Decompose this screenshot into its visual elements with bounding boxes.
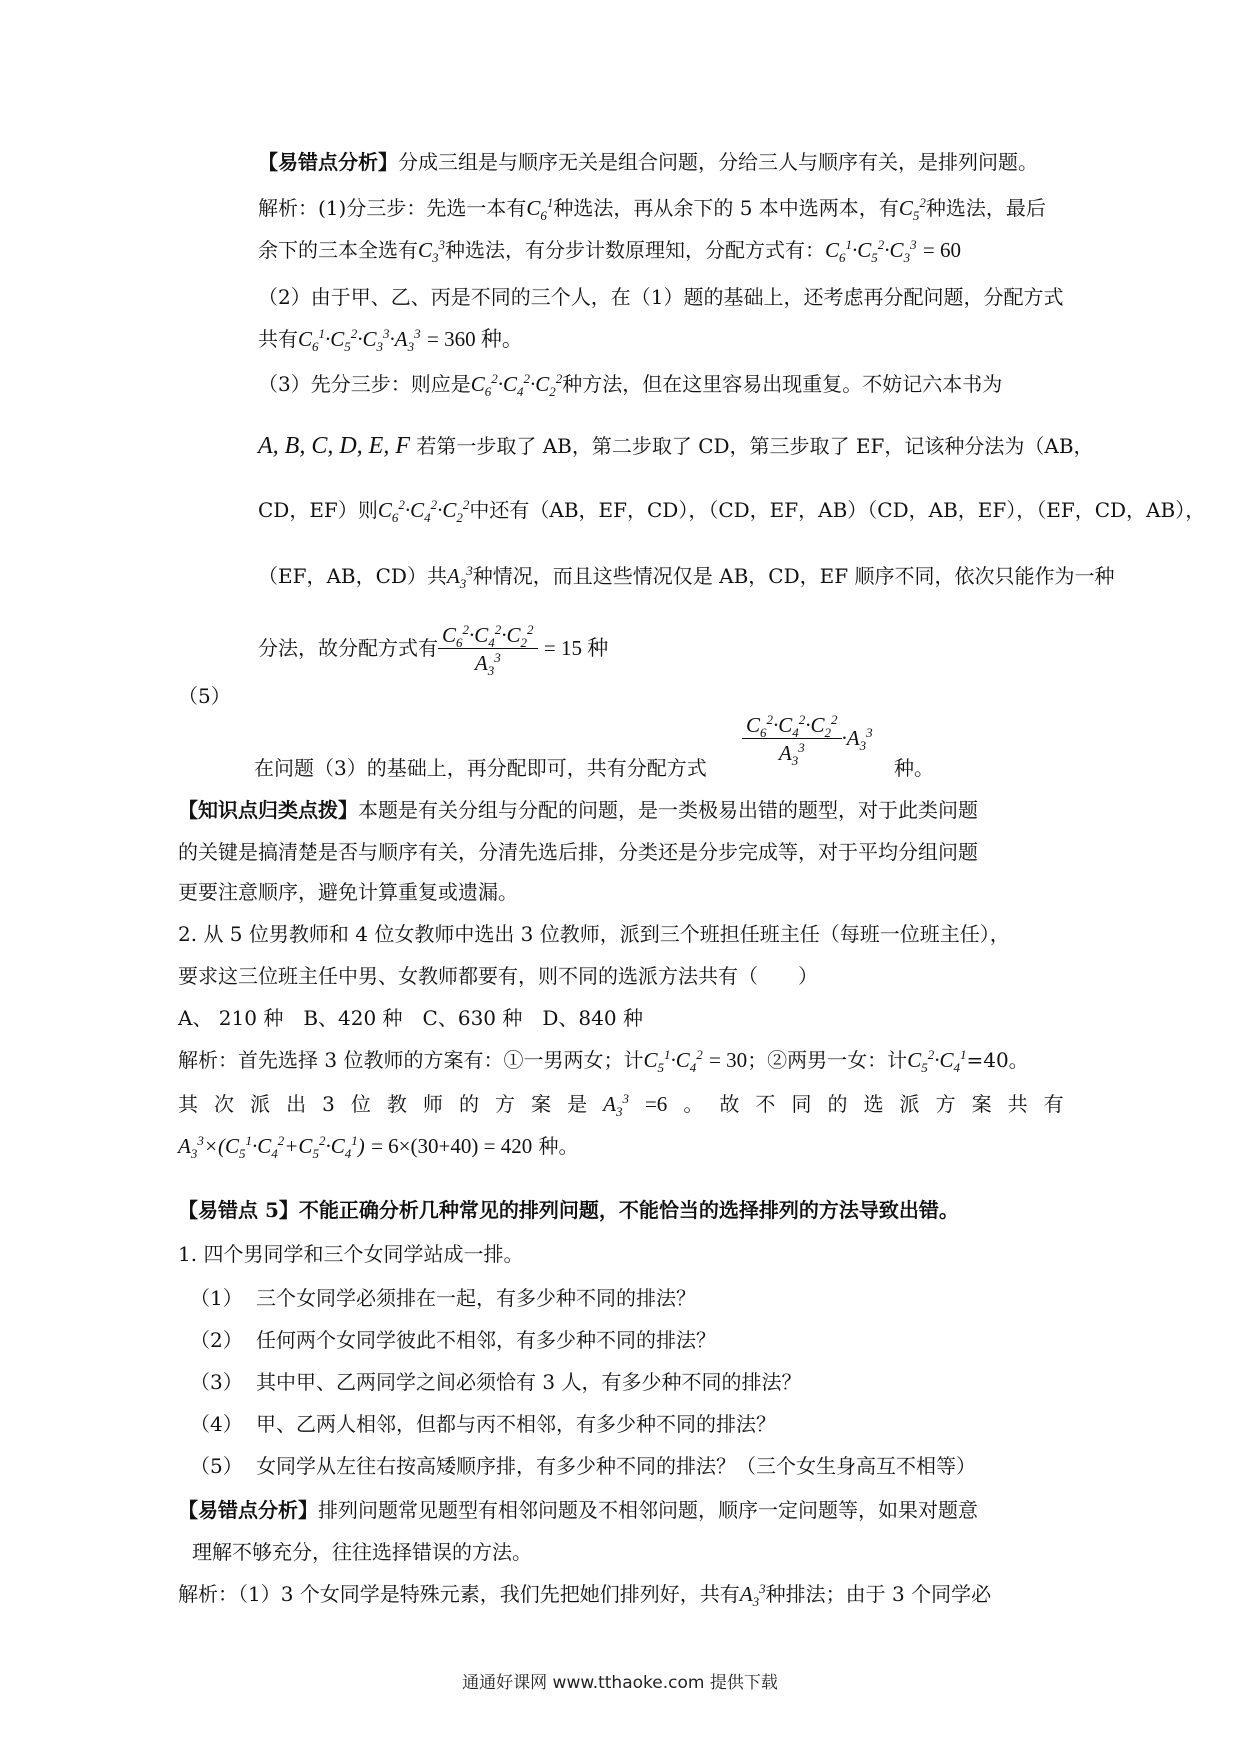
solution-text: 种选法，再从余下的 5 本中选两本，有 bbox=[553, 196, 899, 220]
math-result: =6 bbox=[644, 1092, 668, 1116]
error-analysis-text: 分成三组是与顺序无关是组合问题，分给三人与顺序有关，是排列问题。 bbox=[398, 150, 1038, 174]
spread-char: 方 bbox=[935, 1092, 956, 1116]
question-2-line1: 2. 从 5 位男教师和 4 位女教师中选出 3 位教师，派到三个班担任班主任（每班一位班主任）， bbox=[178, 922, 1010, 946]
item-number: （3） bbox=[190, 1370, 243, 1394]
spread-char: 派 bbox=[899, 1092, 920, 1116]
solution-text: 种情况，而且这些情况仅是 AB，CD，EF 顺序不同，依次只能作为一种 bbox=[472, 564, 1115, 588]
math-result: = 60 bbox=[922, 238, 962, 262]
question-2-options: A、 210 种 B、420 种 C、630 种 D、840 种 bbox=[178, 1006, 643, 1030]
item-text: 其中甲、乙两同学之间必须恰有 3 人，有多少种不同的排法？ bbox=[256, 1370, 802, 1394]
question-2-solution-line3 bbox=[178, 1132, 579, 1160]
spread-char: 位 bbox=[350, 1092, 371, 1116]
solution-text: 种选法，最后 bbox=[925, 196, 1046, 220]
heading-error-analysis: 【易错点分析】 bbox=[258, 150, 398, 174]
solution-text: 种方法，但在这里容易出现重复。不妨记六本书为 bbox=[562, 372, 1003, 396]
solution-part2-line1 bbox=[258, 283, 1063, 311]
item-number: （4） bbox=[190, 1412, 243, 1436]
solution-text: （2）由于甲、乙、丙是不同的三个人，在（1）题的基础上，还考虑再分配问题，分配方式 bbox=[258, 285, 1064, 309]
question-2-solution-line2 bbox=[178, 1090, 1064, 1118]
math-expr: $A_3^3$ bbox=[603, 1091, 629, 1120]
spread-char: 派 bbox=[250, 1092, 271, 1116]
math-expr: $C_5^2$ bbox=[898, 195, 926, 224]
solution-text: 解析：（1）3 个女同学是特殊元素，我们先把她们排列好，共有 bbox=[178, 1582, 740, 1606]
math-expr: $C_3^3$ bbox=[418, 237, 446, 266]
solution-part1-line1 bbox=[258, 194, 1046, 222]
solution-part2-line2 bbox=[258, 325, 523, 353]
item-text: 女同学从左往右按高矮顺序排，有多少种不同的排法？（三个女生身高互不相等） bbox=[256, 1454, 976, 1478]
spread-char: 选 bbox=[863, 1092, 884, 1116]
solution-text: 种选法，有分步计数原理知，分配方式有： bbox=[445, 238, 826, 262]
heading-knowledge-tip: 【知识点归类点拨】 bbox=[178, 798, 358, 822]
knowledge-tip-line1 bbox=[178, 796, 978, 824]
spread-char: 的 bbox=[458, 1092, 479, 1116]
item-text: 甲、乙两人相邻，但都与丙不相邻，有多少种不同的排法？ bbox=[256, 1412, 776, 1436]
spread-char: 3 bbox=[322, 1092, 335, 1116]
solution-text: 种。 bbox=[538, 1134, 579, 1158]
math-letters: A, B, C, D, E, F bbox=[258, 433, 410, 459]
math-expr: $A_3^3\times(C_5^1\cdot C_4^2+C_5^2\cdot C_4^1)$ bbox=[178, 1133, 365, 1162]
solution-text: （EF，AB，CD）共 bbox=[258, 564, 447, 588]
spread-char: 有 bbox=[1043, 1092, 1064, 1116]
item-number: （5） bbox=[190, 1454, 243, 1478]
spread-char: 案 bbox=[531, 1092, 552, 1116]
fraction-expr: $\frac{C_6^2\cdot C_4^2\cdot C_2^2}{A_3^3}$ bbox=[438, 622, 538, 677]
solution-text: =40。 bbox=[966, 1048, 1029, 1072]
math-expr: $C_5^2\cdot C_4^1$ bbox=[907, 1047, 967, 1076]
math-expr: $A_3^3$ bbox=[446, 563, 473, 592]
solution-text: 解析：(1)分三步：先选一本有 bbox=[258, 196, 527, 220]
spread-char: 方 bbox=[495, 1092, 516, 1116]
knowledge-tip-line3: 更要注意顺序，避免计算重复或遗漏。 bbox=[178, 880, 518, 904]
question-2-line2: 要求这三位班主任中男、女教师都要有，则不同的选派方法共有（ ） bbox=[178, 964, 818, 988]
solution-text: 种排法；由于 3 个同学必 bbox=[765, 1582, 992, 1606]
solution-text: CD，EF）则 bbox=[258, 498, 378, 522]
math-expr: $\cdot A_3^3$ bbox=[841, 725, 873, 754]
spread-char: 师 bbox=[422, 1092, 443, 1116]
solution-part3-line2 bbox=[258, 432, 1094, 460]
item-text: 三个女同学必须排在一起，有多少种不同的排法？ bbox=[256, 1286, 696, 1310]
math-result: = 360 种。 bbox=[426, 327, 523, 351]
math-result: = 6×(30+40) = 420 bbox=[371, 1134, 533, 1158]
math-expr: $C_6^2\cdot C_4^2\cdot C_2^2$ bbox=[470, 371, 563, 400]
solution-text: 分法，故分配方式有 bbox=[258, 636, 438, 660]
spread-char: 案 bbox=[971, 1092, 992, 1116]
heading-error-point-5: 【易错点 5】不能正确分析几种常见的排列问题，不能恰当的选择排列的方法导致出错。 bbox=[178, 1198, 959, 1222]
spread-char: 次 bbox=[214, 1092, 235, 1116]
math-expr: $C_5^1\cdot C_4^2$ bbox=[643, 1047, 703, 1076]
page-footer: 通通好课网 www.tthaoke.com 提供下载 bbox=[462, 1673, 778, 1693]
math-expr: $A_3^3$ bbox=[739, 1581, 766, 1610]
solution-part3-line1 bbox=[258, 370, 1002, 398]
math-expr: $C_6^2\cdot C_4^2\cdot C_2^2$ bbox=[377, 497, 470, 526]
part5-label: （5） bbox=[178, 684, 231, 708]
error-analysis-2-line1 bbox=[178, 1496, 978, 1524]
part5-text bbox=[254, 754, 707, 782]
spread-char: 其 bbox=[178, 1092, 198, 1116]
spread-char: 是 bbox=[567, 1092, 588, 1116]
spread-char: 。 bbox=[683, 1092, 704, 1116]
problem-1-item bbox=[190, 1452, 976, 1480]
problem-1-item bbox=[190, 1410, 776, 1438]
error-analysis-2-solution bbox=[178, 1580, 991, 1608]
spread-char: 不 bbox=[755, 1092, 776, 1116]
spread-char: 教 bbox=[386, 1092, 407, 1116]
solution-text: 中还有（AB，EF，CD），（CD，EF，AB）（CD，AB，EF），（EF，CD，AB）， bbox=[469, 498, 1206, 522]
part5-unit: 种。 bbox=[894, 756, 934, 780]
solution-part3-line3 bbox=[258, 496, 1205, 524]
math-expr: $C_6^1\cdot C_5^2\cdot C_3^3\cdot A_3^3$ bbox=[298, 326, 421, 355]
spread-char: 同 bbox=[791, 1092, 812, 1116]
math-expr: $C_6^1$ bbox=[526, 195, 554, 224]
solution-part3-line5 bbox=[258, 618, 608, 678]
item-number: （2） bbox=[190, 1328, 243, 1352]
solution-text: 解析：首先选择 3 位教师的方案有：①一男两女；计 bbox=[178, 1048, 644, 1072]
part5-fraction bbox=[742, 712, 873, 767]
knowledge-tip-line2: 的关键是搞清楚是否与顺序有关，分清先选后排，分类还是分步完成等，对于平均分组问题 bbox=[178, 840, 978, 864]
solution-part1-line2 bbox=[258, 236, 961, 264]
solution-text: ；②两男一女：计 bbox=[747, 1048, 908, 1072]
tip-text: 本题是有关分组与分配的问题，是一类极易出错的题型，对于此类问题 bbox=[358, 798, 978, 822]
item-text: 任何两个女同学彼此不相邻，有多少种不同的排法？ bbox=[256, 1328, 716, 1352]
error-analysis-1 bbox=[258, 148, 1038, 176]
spread-char: 出 bbox=[286, 1092, 307, 1116]
math-result: = 30 bbox=[709, 1048, 748, 1072]
math-expr: $C_6^1\cdot C_5^2\cdot C_3^3$ bbox=[825, 237, 917, 266]
solution-part3-line4 bbox=[258, 562, 1114, 590]
error-analysis-text: 排列问题常见题型有相邻问题及不相邻问题，顺序一定问题等，如果对题意 bbox=[318, 1498, 978, 1522]
question-2-solution-line1 bbox=[178, 1046, 1029, 1074]
problem-1-item bbox=[190, 1284, 696, 1312]
fraction-expr: $\frac{C_6^2\cdot C_4^2\cdot C_2^2}{A_3^3}$ bbox=[742, 712, 842, 767]
problem-1-item bbox=[190, 1368, 801, 1396]
problem-1-item bbox=[190, 1326, 716, 1354]
spread-char: 的 bbox=[827, 1092, 848, 1116]
math-result: = 15 种 bbox=[543, 636, 609, 660]
solution-text: 余下的三本全选有 bbox=[258, 238, 418, 262]
problem-1-intro: 1. 四个男同学和三个女同学站成一排。 bbox=[178, 1242, 524, 1266]
solution-text: 共有 bbox=[258, 327, 298, 351]
solution-text: 在问题（3）的基础上，再分配即可，共有分配方式 bbox=[254, 756, 707, 780]
item-number: （1） bbox=[190, 1286, 243, 1310]
spread-char: 共 bbox=[1007, 1092, 1028, 1116]
solution-text: （3）先分三步：则应是 bbox=[258, 372, 471, 396]
solution-text: 若第一步取了 AB，第二步取了 CD，第三步取了 EF，记该种分法为（AB， bbox=[416, 434, 1094, 458]
heading-error-analysis: 【易错点分析】 bbox=[178, 1498, 318, 1522]
error-analysis-2-line2: 理解不够充分，往往选择错误的方法。 bbox=[192, 1540, 532, 1564]
spread-char: 故 bbox=[719, 1092, 740, 1116]
